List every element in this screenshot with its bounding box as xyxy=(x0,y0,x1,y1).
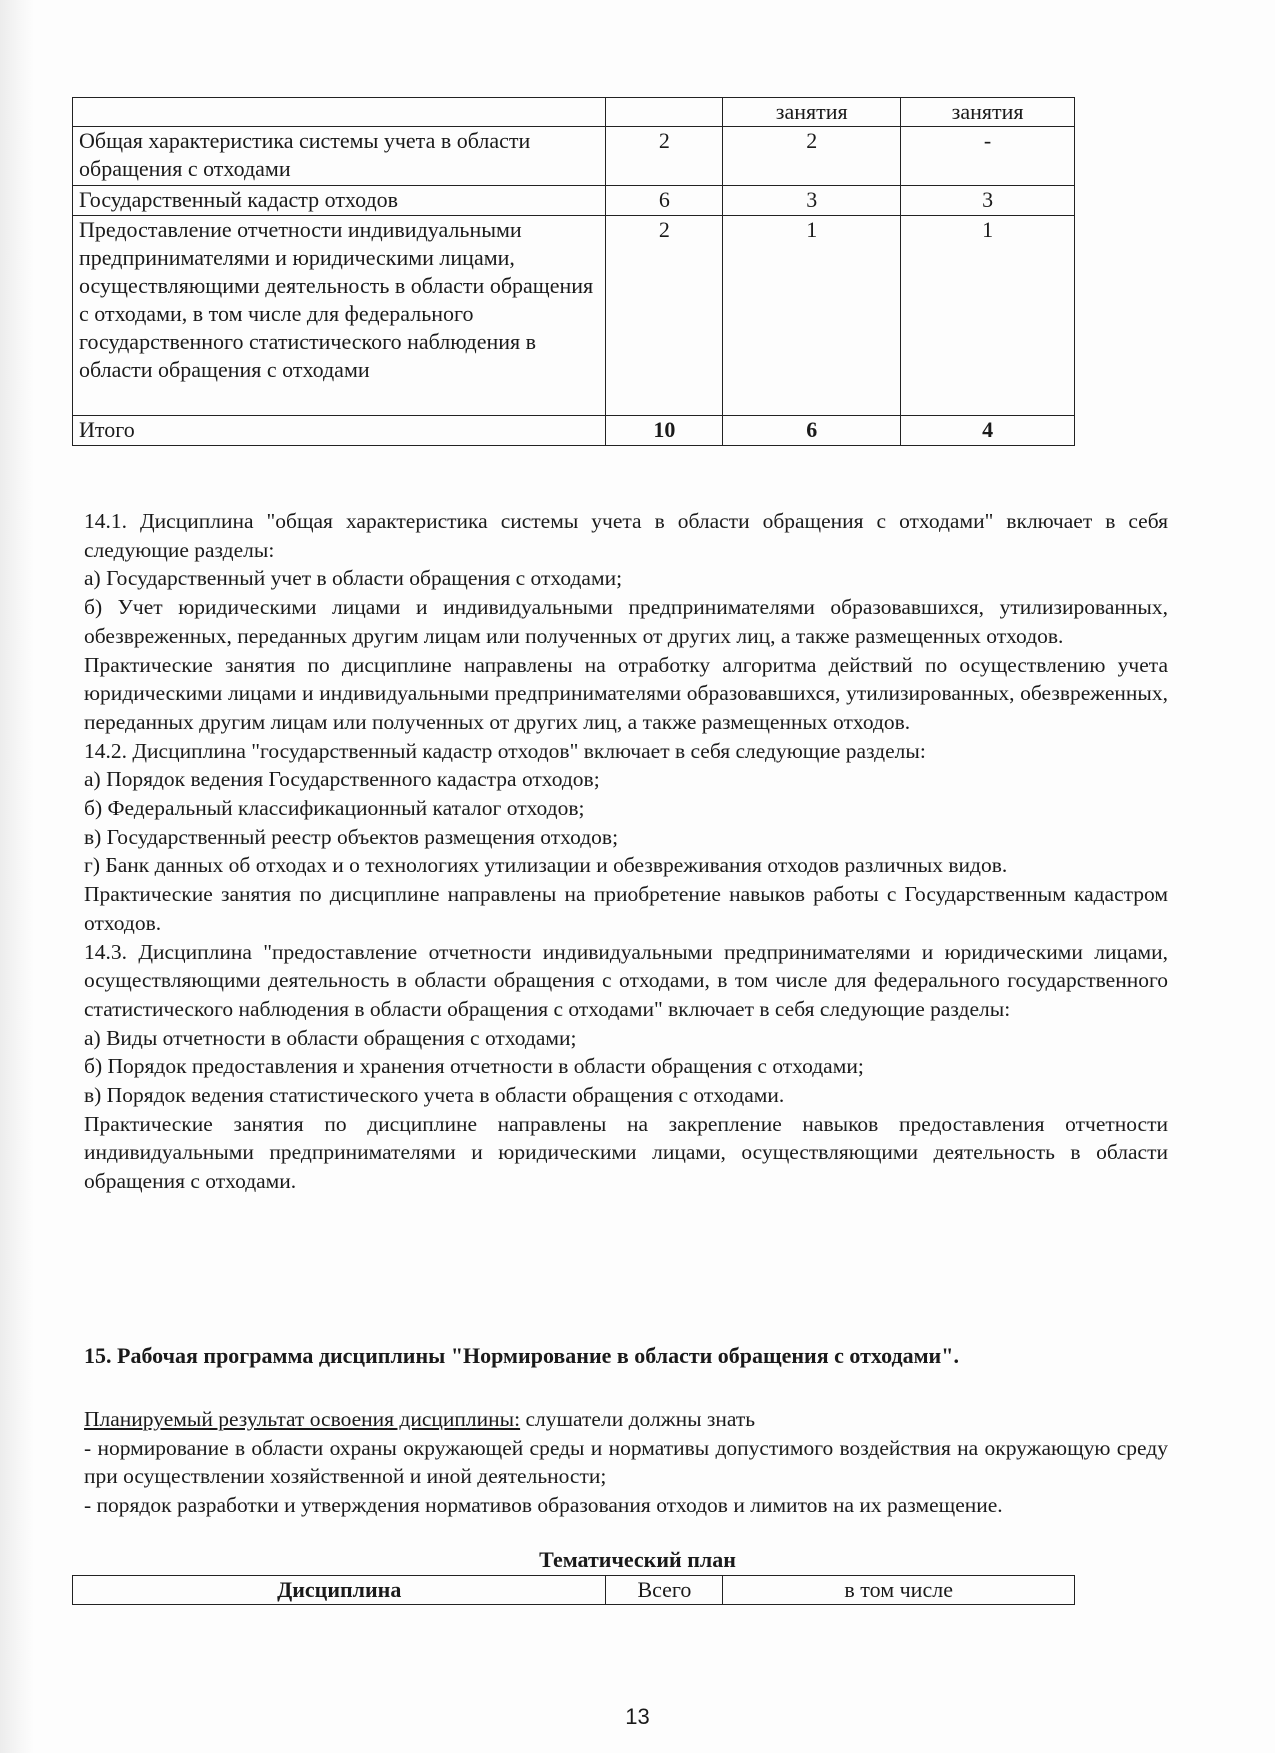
total-cell: 10 xyxy=(606,416,723,446)
discipline-cell: Государственный кадастр отходов xyxy=(73,186,606,216)
scan-edge xyxy=(0,0,34,1753)
total-row xyxy=(73,416,1075,446)
list-item: б) Федеральный классификационный каталог отходов; xyxy=(84,796,585,821)
total-cell: 2 xyxy=(606,216,723,416)
planned-result-text: слушатели должны знать xyxy=(520,1407,756,1431)
header-cell xyxy=(606,98,723,127)
practice-cell: 3 xyxy=(901,186,1075,216)
lectures-cell: 2 xyxy=(723,127,901,186)
header-cell: в том числе xyxy=(723,1576,1075,1605)
table-header-row xyxy=(73,1576,1075,1605)
section-15-heading: 15. Рабочая программа дисциплины "Нормирование в области обращения с отходами". xyxy=(84,1343,959,1368)
lectures-cell: 6 xyxy=(723,416,901,446)
curriculum-table xyxy=(72,97,1075,446)
list-item: - порядок разработки и утверждения нормативов образования отходов и лимитов на их размещение. xyxy=(84,1493,1003,1518)
practice-paragraph: Практические занятия по дисциплине направлены на отработку алгоритма действий по осуществлению учета юридическими лицами и индивидуальными предпринимателями образовавшихся, утилизированных, обезвреженных, переданных другим лицам или полученных от других лиц, а также размещенных отходов. xyxy=(84,652,1168,734)
thematic-plan-table xyxy=(72,1575,1075,1605)
table-header-row xyxy=(73,98,1075,127)
page-number: 13 xyxy=(625,1704,650,1729)
total-cell: 6 xyxy=(606,186,723,216)
section-15-body xyxy=(84,1405,1168,1520)
list-item: г) Банк данных об отходах и о технологиях утилизации и обезвреживания отходов различных видов. xyxy=(84,853,1008,878)
table-row xyxy=(73,216,1075,416)
list-item: а) Порядок ведения Государственного кадастра отходов; xyxy=(84,767,600,792)
total-label: Итого xyxy=(73,416,606,446)
practice-cell: - xyxy=(901,127,1075,186)
header-cell: занятия xyxy=(901,98,1075,127)
practice-cell: 4 xyxy=(901,416,1075,446)
practice-paragraph: Практические занятия по дисциплине направлены на закрепление навыков предоставления отчетности индивидуальными предпринимателями и юридическими лицами, осуществляющими деятельность в области обращения с отходами. xyxy=(84,1111,1168,1194)
table-row xyxy=(73,186,1075,216)
lectures-cell: 3 xyxy=(723,186,901,216)
list-item: б) Порядок предоставления и хранения отчетности в области обращения с отходами; xyxy=(84,1054,864,1079)
header-cell: занятия xyxy=(723,98,901,127)
list-item: - нормирование в области охраны окружающей среды и нормативы допустимого воздействия на окружающую среду при осуществлении хозяйственной и иной деятельности; xyxy=(84,1435,1168,1489)
table-row xyxy=(73,127,1075,186)
header-cell: Всего xyxy=(606,1576,723,1605)
list-item: а) Виды отчетности в области обращения с отходами; xyxy=(84,1025,577,1050)
practice-cell: 1 xyxy=(901,216,1075,416)
header-cell: Дисциплина xyxy=(73,1576,606,1605)
paragraph-14-1: 14.1. Дисциплина "общая характеристика системы учета в области обращения с отходами" включает в себя следующие разделы: xyxy=(84,509,1168,562)
paragraph-14-2: 14.2. Дисциплина "государственный кадастр отходов" включает в себя следующие разделы: xyxy=(84,738,926,763)
discipline-cell: Предоставление отчетности индивидуальными предпринимателями и юридическими лицами, осуществляющими деятельность в области обращения с отходами, в том числе для федерального государственного статистического наблюдения в области обращения с отходами xyxy=(73,216,606,416)
header-cell xyxy=(73,98,606,127)
planned-result-label: Планируемый результат освоения дисциплины: xyxy=(84,1407,521,1431)
section-14-body xyxy=(84,507,1168,1196)
planned-result xyxy=(84,1405,1168,1434)
discipline-cell: Общая характеристика системы учета в области обращения с отходами xyxy=(73,127,606,186)
lectures-cell: 1 xyxy=(723,216,901,416)
list-item: в) Государственный реестр объектов размещения отходов; xyxy=(84,824,619,849)
list-item: в) Порядок ведения статистического учета в области обращения с отходами. xyxy=(84,1083,785,1108)
total-cell: 2 xyxy=(606,127,723,186)
paragraph-14-3: 14.3. Дисциплина "предоставление отчетности индивидуальными предпринимателями и юридическими лицами, осуществляющими деятельность в области обращения с отходами, в том числе для федерального государственного статистического наблюдения в области обращения с отходами" включает в себя следующие разделы: xyxy=(84,939,1168,1021)
practice-paragraph: Практические занятия по дисциплине направлены на приобретение навыков работы с Государственным кадастром отходов. xyxy=(84,882,1168,935)
list-item: а) Государственный учет в области обращения с отходами; xyxy=(84,566,623,591)
list-item: б) Учет юридическими лицами и индивидуальными предпринимателями образовавшихся, утилизированных, обезвреженных, переданных другим лицам или полученных от других лиц, а также размещенных отходов. xyxy=(84,595,1168,648)
thematic-plan-title: Тематический план xyxy=(539,1547,736,1572)
